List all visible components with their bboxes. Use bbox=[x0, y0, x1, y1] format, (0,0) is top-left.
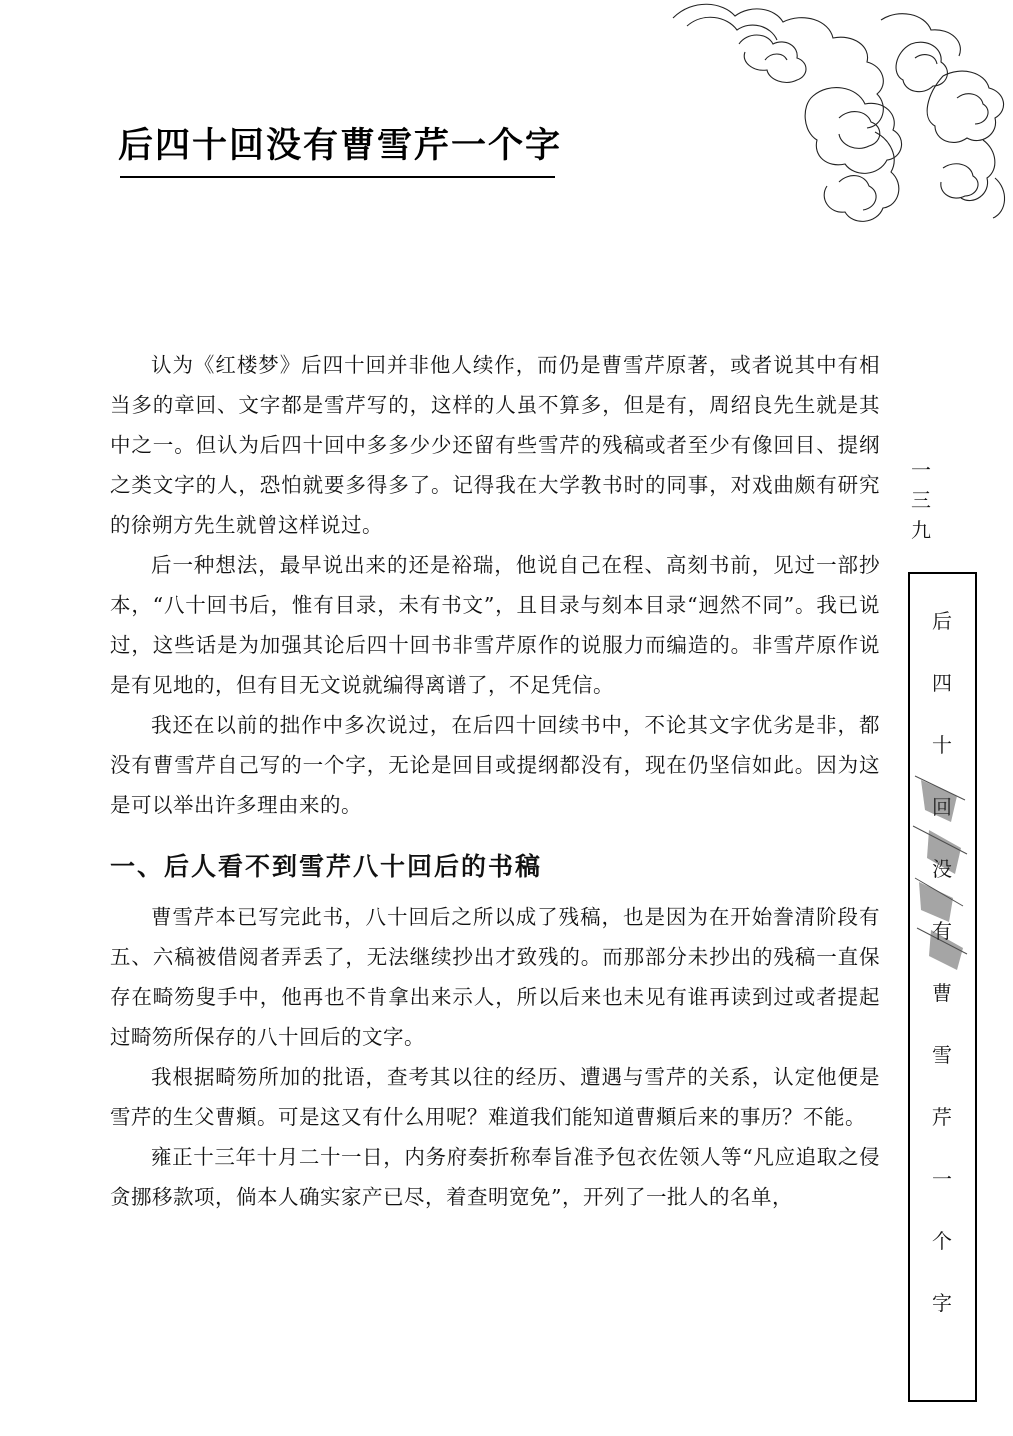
running-head-rule-top bbox=[908, 572, 977, 574]
running-head-char: 曹 bbox=[932, 981, 952, 1005]
running-head-char: 没 bbox=[932, 857, 952, 881]
running-head-char: 个 bbox=[932, 1229, 952, 1253]
paragraph: 后一种想法，最早说出来的还是裕瑞，他说自己在程、高刻书前，见过一部抄本，“八十回书后，惟有目录，未有书文”，且目录与刻本目录“迥然不同”。我已说过，这些话是为加强其论后四十回书非雪芹原作的说服力而编造的。非雪芹原作说是有见地的，但有目无文说就编得离谱了，不足凭信。 bbox=[110, 553, 880, 697]
paragraph: 认为《红楼梦》后四十回并非他人续作，而仍是曹雪芹原著，或者说其中有相当多的章回、文字都是雪芹写的，这样的人虽不算多，但是有，周绍良先生就是其中之一。但认为后四十回中多多少少还留有些雪芹的残稿或者至少有像回目、提纲之类文字的人，恐怕就要多得多了。记得我在大学教书时的同事，对戏曲颇有研究的徐朔方先生就曾这样说过。 bbox=[110, 353, 880, 537]
page-number-digit: 三 bbox=[911, 488, 931, 512]
running-head-char: 字 bbox=[932, 1291, 952, 1315]
running-head-char: 芹 bbox=[932, 1105, 952, 1129]
running-head-char: 雪 bbox=[932, 1043, 952, 1067]
cloud-ornament-icon bbox=[643, 0, 1013, 250]
paragraph: 我还在以前的拙作中多次说过，在后四十回续书中，不论其文字优劣是非，都没有曹雪芹自己写的一个字，无论是回目或提纲都没有，现在仍坚信如此。因为这是可以举出许多理由来的。 bbox=[110, 713, 880, 817]
running-head-char: 一 bbox=[932, 1167, 952, 1191]
title-underline bbox=[120, 176, 555, 178]
running-head-rule-right bbox=[975, 572, 977, 1402]
running-head-char: 后 bbox=[932, 609, 952, 633]
running-head-rule-bottom bbox=[908, 1400, 977, 1402]
running-head-char: 四 bbox=[932, 671, 952, 695]
running-head-rule-left bbox=[908, 572, 910, 1402]
running-head-char: 回 bbox=[932, 795, 952, 819]
page-number-digit: 一 bbox=[911, 458, 931, 482]
page-number-digit: 九 bbox=[911, 518, 931, 542]
running-head-char: 十 bbox=[932, 733, 952, 757]
body-text bbox=[110, 345, 880, 1217]
paragraph: 曹雪芹本已写完此书，八十回后之所以成了残稿，也是因为在开始誊清阶段有五、六稿被借阅者弄丢了，无法继续抄出才致残的。而那部分未抄出的残稿一直保存在畸笏叟手中，他再也不肯拿出来示人，所以后来也未见有谁再读到过或者提起过畸笏所保存的八十回后的文字。 bbox=[110, 905, 880, 1049]
running-head-char: 有 bbox=[932, 919, 952, 943]
running-head bbox=[921, 590, 963, 1334]
paragraph: 我根据畸笏所加的批语，查考其以往的经历、遭遇与雪芹的关系，认定他便是雪芹的生父曹頫。可是这又有什么用呢？难道我们能知道曹頫后来的事历？不能。 bbox=[110, 1065, 880, 1129]
paragraph: 雍正十三年十月二十一日，内务府奏折称奉旨准予包衣佐领人等“凡应追取之侵贪挪移款项，倘本人确实家产已尽，着查明宽免”，开列了一批人的名单， bbox=[110, 1145, 880, 1209]
page-title: 后四十回没有曹雪芹一个字 bbox=[118, 125, 563, 166]
section-heading: 一、后人看不到雪芹八十回后的书稿 bbox=[110, 852, 543, 881]
page-number bbox=[907, 455, 935, 545]
